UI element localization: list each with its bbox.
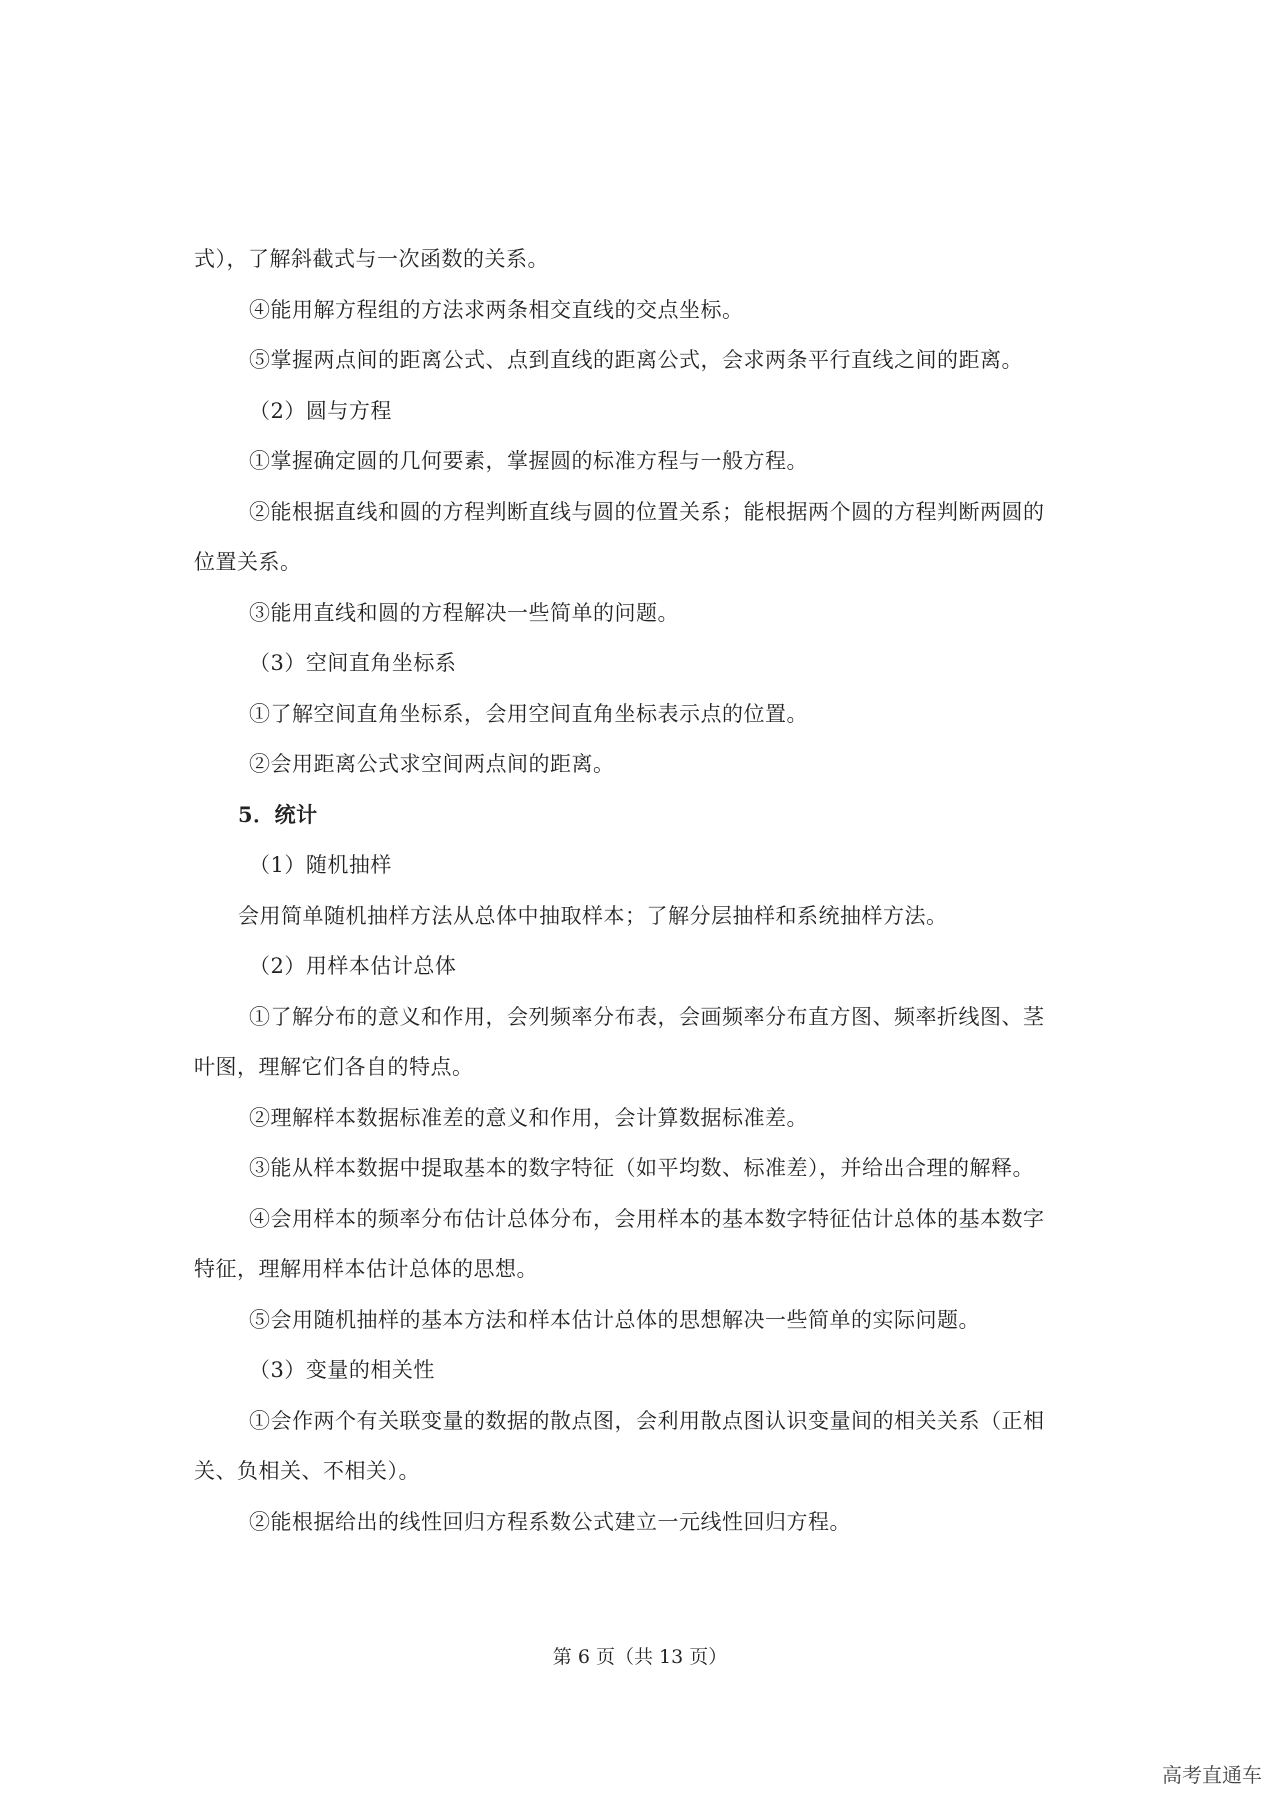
text-line: 式），了解斜截式与一次函数的关系。 xyxy=(194,247,549,271)
section-heading: （2）用样本估计总体 xyxy=(249,954,457,978)
text-line: 会用简单随机抽样方法从总体中抽取样本；了解分层抽样和系统抽样方法。 xyxy=(238,903,948,928)
text-line: ①掌握确定圆的几何要素，掌握圆的标准方程与一般方程。 xyxy=(249,449,808,473)
text-line: ③能用直线和圆的方程解决一些简单的问题。 xyxy=(249,600,679,625)
text-line: ④会用样本的频率分布估计总体分布，会用样本的基本数字特征估计总体的基本数字 xyxy=(249,1206,1045,1231)
section-heading: （2）圆与方程 xyxy=(249,398,392,423)
text-line: 位置关系。 xyxy=(194,550,302,574)
section-heading: （3）空间直角坐标系 xyxy=(249,651,457,675)
text-line: ④能用解方程组的方法求两条相交直线的交点坐标。 xyxy=(249,297,744,322)
text-line: ②理解样本数据标准差的意义和作用，会计算数据标准差。 xyxy=(249,1105,808,1130)
text-line: ⑤会用随机抽样的基本方法和样本估计总体的思想解决一些简单的实际问题。 xyxy=(249,1307,980,1332)
watermark-text: 高考直通车 xyxy=(1162,1763,1262,1787)
text-line: ①了解空间直角坐标系，会用空间直角坐标表示点的位置。 xyxy=(249,701,808,726)
text-line: ②会用距离公式求空间两点间的距离。 xyxy=(249,752,615,776)
page-number: 第 6 页（共 13 页） xyxy=(552,1646,728,1668)
section-heading: （1）随机抽样 xyxy=(249,853,392,877)
text-line: ①了解分布的意义和作用，会列频率分布表，会画频率分布直方图、频率折线图、茎 xyxy=(249,1004,1045,1029)
text-line: ②能根据直线和圆的方程判断直线与圆的位置关系；能根据两个圆的方程判断两圆的 xyxy=(249,499,1045,524)
text-line: ①会作两个有关联变量的数据的散点图，会利用散点图认识变量间的相关关系（正相 xyxy=(249,1408,1045,1433)
section-heading: （3）变量的相关性 xyxy=(249,1358,435,1382)
text-line: 叶图，理解它们各自的特点。 xyxy=(194,1055,474,1079)
text-line: 特征，理解用样本估计总体的思想。 xyxy=(194,1257,538,1281)
text-line: ⑤掌握两点间的距离公式、点到直线的距离公式，会求两条平行直线之间的距离。 xyxy=(249,348,1023,372)
text-line: ②能根据给出的线性回归方程系数公式建立一元线性回归方程。 xyxy=(249,1509,851,1534)
text-line: 关、负相关、不相关）。 xyxy=(194,1459,420,1483)
text-line: ③能从样本数据中提取基本的数字特征（如平均数、标准差），并给出合理的解释。 xyxy=(249,1156,1034,1180)
chapter-heading: 5．统计 xyxy=(238,801,318,827)
document-body xyxy=(194,234,1094,1547)
